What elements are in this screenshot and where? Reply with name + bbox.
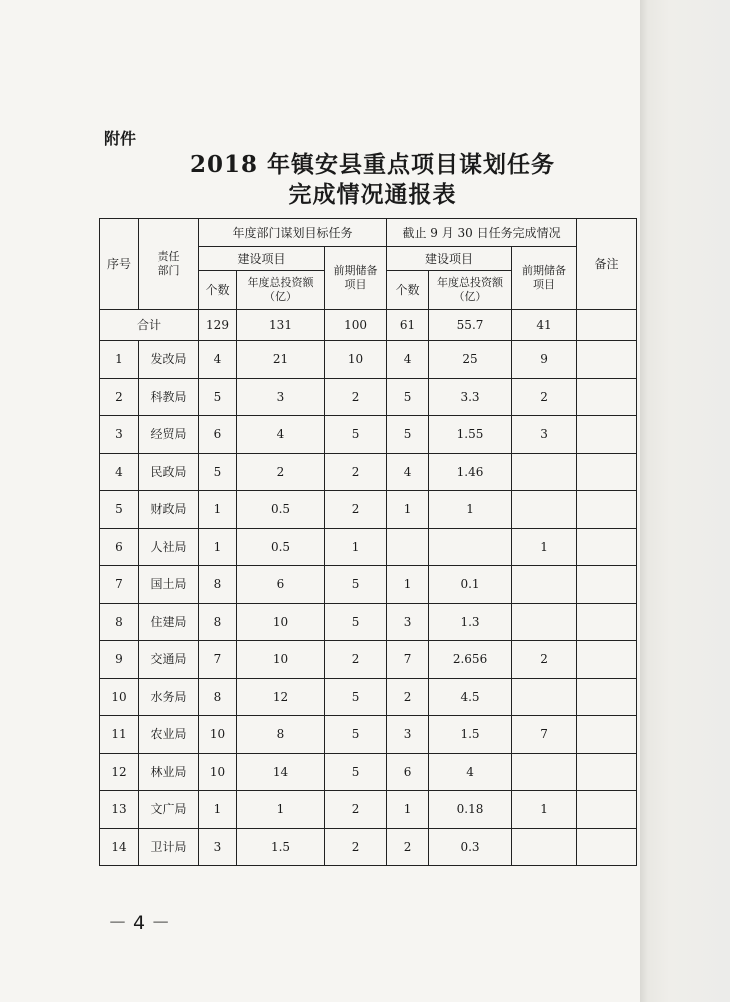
row-target-count: 3 (199, 828, 237, 866)
row-dept: 农业局 (139, 716, 199, 754)
header-target-count: 个数 (199, 271, 237, 310)
total-label: 合计 (100, 310, 199, 341)
row-progress-investment: 2.656 (429, 641, 512, 679)
row-dept: 发改局 (139, 341, 199, 379)
row-progress-count: 3 (387, 603, 429, 641)
row-target-reserve: 2 (325, 791, 387, 829)
row-target-count: 10 (199, 753, 237, 791)
row-target-reserve: 5 (325, 678, 387, 716)
row-remarks (577, 603, 637, 641)
row-progress-investment: 1.46 (429, 453, 512, 491)
table-row (100, 528, 637, 566)
header-target-investment: 年度总投资额（亿） (237, 271, 325, 310)
row-seq: 14 (100, 828, 139, 866)
row-target-investment: 3 (237, 378, 325, 416)
row-remarks (577, 791, 637, 829)
row-target-count: 8 (199, 678, 237, 716)
row-target-count: 10 (199, 716, 237, 754)
row-progress-reserve: 2 (512, 641, 577, 679)
row-progress-investment: 0.1 (429, 566, 512, 604)
row-target-reserve: 2 (325, 378, 387, 416)
row-seq: 13 (100, 791, 139, 829)
row-progress-count: 5 (387, 378, 429, 416)
row-target-count: 1 (199, 528, 237, 566)
row-target-reserve: 5 (325, 753, 387, 791)
row-progress-count: 4 (387, 453, 429, 491)
row-target-investment: 6 (237, 566, 325, 604)
row-target-investment: 10 (237, 641, 325, 679)
row-remarks (577, 678, 637, 716)
row-progress-count: 1 (387, 791, 429, 829)
row-target-count: 8 (199, 566, 237, 604)
row-progress-investment: 1 (429, 491, 512, 529)
header-progress-group: 截止 9 月 30 日任务完成情况 (387, 219, 577, 247)
row-target-investment: 0.5 (237, 491, 325, 529)
row-seq: 8 (100, 603, 139, 641)
row-target-investment: 1 (237, 791, 325, 829)
row-progress-investment: 3.3 (429, 378, 512, 416)
row-target-count: 1 (199, 491, 237, 529)
row-target-count: 5 (199, 378, 237, 416)
page-number: － 4 － (108, 912, 171, 934)
total-remarks (577, 310, 637, 341)
row-remarks (577, 753, 637, 791)
row-dept: 经贸局 (139, 416, 199, 454)
table-row (100, 678, 637, 716)
row-progress-count: 1 (387, 566, 429, 604)
row-seq: 12 (100, 753, 139, 791)
table-row (100, 566, 637, 604)
row-dept: 文广局 (139, 791, 199, 829)
table-row (100, 453, 637, 491)
total-row (100, 310, 637, 341)
row-seq: 1 (100, 341, 139, 379)
row-progress-reserve (512, 603, 577, 641)
header-progress-count: 个数 (387, 271, 429, 310)
row-remarks (577, 528, 637, 566)
total-progress-count: 61 (387, 310, 429, 341)
row-progress-count: 2 (387, 828, 429, 866)
header-progress-investment: 年度总投资额（亿） (429, 271, 512, 310)
row-progress-count: 6 (387, 753, 429, 791)
row-progress-reserve (512, 453, 577, 491)
total-target-investment: 131 (237, 310, 325, 341)
row-progress-reserve: 1 (512, 528, 577, 566)
row-target-reserve: 5 (325, 416, 387, 454)
row-seq: 4 (100, 453, 139, 491)
row-remarks (577, 416, 637, 454)
row-dept: 林业局 (139, 753, 199, 791)
row-progress-investment: 4.5 (429, 678, 512, 716)
row-target-reserve: 2 (325, 828, 387, 866)
row-remarks (577, 828, 637, 866)
total-target-reserve: 100 (325, 310, 387, 341)
row-progress-reserve: 9 (512, 341, 577, 379)
row-progress-investment: 1.3 (429, 603, 512, 641)
report-table (99, 218, 637, 866)
row-target-investment: 1.5 (237, 828, 325, 866)
row-seq: 6 (100, 528, 139, 566)
row-progress-investment: 1.55 (429, 416, 512, 454)
row-target-reserve: 5 (325, 603, 387, 641)
row-progress-reserve (512, 753, 577, 791)
header-progress-reserve: 前期储备项目 (512, 247, 577, 310)
row-dept: 人社局 (139, 528, 199, 566)
row-target-reserve: 2 (325, 453, 387, 491)
row-remarks (577, 341, 637, 379)
header-progress-construction: 建设项目 (387, 247, 512, 271)
row-dept: 水务局 (139, 678, 199, 716)
row-seq: 10 (100, 678, 139, 716)
row-dept: 卫计局 (139, 828, 199, 866)
row-target-count: 1 (199, 791, 237, 829)
header-seq: 序号 (100, 219, 139, 310)
table-row (100, 341, 637, 379)
row-target-reserve: 2 (325, 641, 387, 679)
row-dept: 交通局 (139, 641, 199, 679)
table-row (100, 378, 637, 416)
row-progress-reserve: 3 (512, 416, 577, 454)
row-target-reserve: 5 (325, 716, 387, 754)
table-row (100, 641, 637, 679)
table-row (100, 828, 637, 866)
row-target-investment: 14 (237, 753, 325, 791)
row-progress-count: 3 (387, 716, 429, 754)
row-target-investment: 10 (237, 603, 325, 641)
row-progress-reserve (512, 566, 577, 604)
row-target-count: 7 (199, 641, 237, 679)
row-target-investment: 21 (237, 341, 325, 379)
row-remarks (577, 716, 637, 754)
row-target-count: 5 (199, 453, 237, 491)
row-target-investment: 4 (237, 416, 325, 454)
attachment-label: 附件 (104, 129, 137, 148)
page-title: 2018 年镇安县重点项目谋划任务 (189, 151, 556, 178)
total-target-count: 129 (199, 310, 237, 341)
row-progress-count: 7 (387, 641, 429, 679)
row-progress-count: 1 (387, 491, 429, 529)
total-progress-investment: 55.7 (429, 310, 512, 341)
row-remarks (577, 453, 637, 491)
row-progress-count: 4 (387, 341, 429, 379)
table-row (100, 603, 637, 641)
row-seq: 2 (100, 378, 139, 416)
row-dept: 国土局 (139, 566, 199, 604)
row-target-investment: 2 (237, 453, 325, 491)
header-remarks: 备注 (577, 219, 637, 310)
row-target-reserve: 1 (325, 528, 387, 566)
row-target-reserve: 2 (325, 491, 387, 529)
row-remarks (577, 378, 637, 416)
header-target-group: 年度部门谋划目标任务 (199, 219, 387, 247)
row-seq: 7 (100, 566, 139, 604)
row-progress-investment: 1.5 (429, 716, 512, 754)
row-target-count: 6 (199, 416, 237, 454)
row-progress-reserve (512, 678, 577, 716)
row-progress-investment: 4 (429, 753, 512, 791)
row-dept: 科教局 (139, 378, 199, 416)
row-seq: 9 (100, 641, 139, 679)
row-target-investment: 12 (237, 678, 325, 716)
table-row (100, 753, 637, 791)
row-progress-reserve (512, 491, 577, 529)
row-target-count: 8 (199, 603, 237, 641)
row-target-count: 4 (199, 341, 237, 379)
row-remarks (577, 491, 637, 529)
table-row (100, 791, 637, 829)
row-progress-count: 2 (387, 678, 429, 716)
row-progress-reserve: 7 (512, 716, 577, 754)
row-dept: 住建局 (139, 603, 199, 641)
page-fold-shadow (640, 0, 730, 1002)
table-row (100, 491, 637, 529)
row-remarks (577, 566, 637, 604)
row-target-reserve: 10 (325, 341, 387, 379)
table-row (100, 416, 637, 454)
page-subtitle: 完成情况通报表 (288, 181, 457, 208)
row-progress-count (387, 528, 429, 566)
row-progress-investment: 0.18 (429, 791, 512, 829)
row-seq: 11 (100, 716, 139, 754)
row-target-investment: 8 (237, 716, 325, 754)
header-target-construction: 建设项目 (199, 247, 325, 271)
row-progress-reserve (512, 828, 577, 866)
row-seq: 3 (100, 416, 139, 454)
total-progress-reserve: 41 (512, 310, 577, 341)
row-seq: 5 (100, 491, 139, 529)
row-progress-investment: 25 (429, 341, 512, 379)
row-remarks (577, 641, 637, 679)
header-dept: 责任部门 (139, 219, 199, 310)
header-target-reserve: 前期储备项目 (325, 247, 387, 310)
row-progress-investment: 0.3 (429, 828, 512, 866)
row-dept: 民政局 (139, 453, 199, 491)
row-target-investment: 0.5 (237, 528, 325, 566)
row-progress-reserve: 1 (512, 791, 577, 829)
row-target-reserve: 5 (325, 566, 387, 604)
row-progress-count: 5 (387, 416, 429, 454)
table-row (100, 716, 637, 754)
row-progress-reserve: 2 (512, 378, 577, 416)
row-progress-investment (429, 528, 512, 566)
row-dept: 财政局 (139, 491, 199, 529)
